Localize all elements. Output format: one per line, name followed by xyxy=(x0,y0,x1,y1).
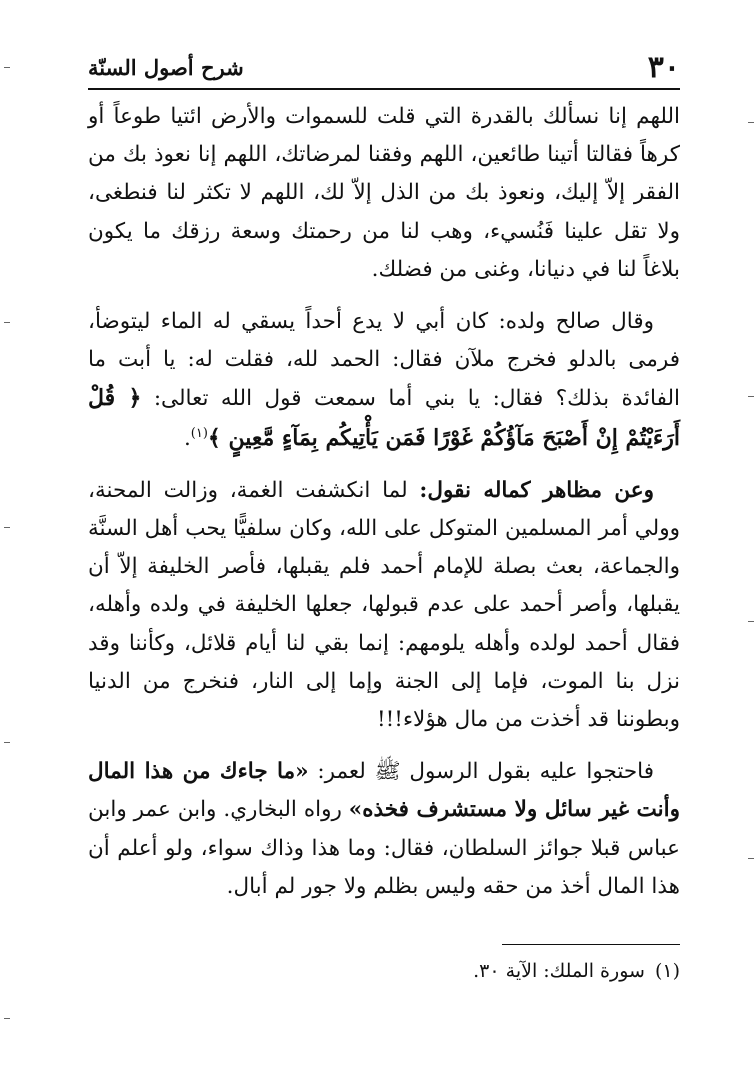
margin-tick xyxy=(748,396,754,397)
footnote-number: (١) xyxy=(654,960,680,982)
paragraph-argument xyxy=(88,753,680,906)
quran-verse: ﴿ قُلْ أَرَءَيْتُمْ إِنْ أَصْبَحَ مَآؤُكُمْ غَوْرًا فَمَن يَأْتِيكُم بِمَآءٍ مَّعِينٍ ﴾ xyxy=(88,385,680,451)
page-header xyxy=(88,48,680,86)
paragraph-supplication xyxy=(88,98,680,289)
paragraph-text: رواه البخاري. وابن عمر وابن عباس قبلا جوائز السلطان، فقال: وما هذا وذاك سواء، ولو أعلم أن هذا المال أخذ من حقه وليس بظلم ولا جور لم أبال. xyxy=(88,797,680,899)
paragraph-text: وقال صالح ولده: كان أبي لا يدع أحداً يسقي له الماء ليتوضأ، فرمى بالدلو فخرج ملآن فقال: الحمد لله، فقلت له: يا أبت ما الفائدة بذلك؟ فقال: يا بني أما سمعت قول الله تعالى: xyxy=(88,309,680,412)
page-number: ٣٠ xyxy=(647,49,680,85)
footnote-separator xyxy=(502,944,680,945)
header-rule xyxy=(88,88,680,90)
footnote xyxy=(88,956,680,986)
margin-tick xyxy=(4,742,10,743)
margin-tick xyxy=(4,67,10,68)
margin-tick xyxy=(748,122,754,123)
paragraph-text: لما انكشفت الغمة، وزالت المحنة، وولي أمر المسلمين المتوكل على الله، وكان سلفيًّا يحب أهل السنَّة والجماعة، بعث بصلة للإمام أحمد فلم يقبلها، فأصر الخليفة إلاّ أن يقبلها، وأصر أحمد على عدم قبولها، جعلها الخليفة في ولده وأهله، فقال أحمد لولده وأهله يلومهم: إنما بقي لنا أيام قلائل، وكأننا وقد نزل بنا الموت، فإما إلى الجنة وإما إلى النار، فنخرج من الدنيا وبطوننا قد أخذت من مال هؤلاء!!! xyxy=(88,477,680,733)
paragraph-text: اللهم إنا نسألك بالقدرة التي قلت للسموات والأرض ائتيا طوعاً أو كرهاً فقالتا أتينا طائعين، اللهم وفقنا لمرضاتك، اللهم إنا نعوذ بك من الفقر إلاّ إليك، ونعوذ بك من الذل إلاّ لك، اللهم لا تكثر لنا فنطغى، ولا تقل علينا فَنُسيء، وهب لنا من رحمتك وسعة رزقك ما يكون بلاغاً لنا في دنيانا، وغنى من فضلك. xyxy=(88,104,680,282)
body-text xyxy=(88,98,680,920)
hadith-quote: «ما جاءك من هذا المال وأنت غير سائل ولا مستشرف فخذه» xyxy=(88,759,680,823)
margin-tick xyxy=(4,527,10,528)
margin-tick xyxy=(4,322,10,323)
footnote-text: سورة الملك: الآية ٣٠. xyxy=(473,960,645,982)
paragraph-text: . xyxy=(183,425,191,451)
paragraph-perfection xyxy=(88,472,680,739)
paragraph-salih-narration xyxy=(88,303,680,458)
margin-tick xyxy=(748,621,754,622)
margin-tick xyxy=(748,858,754,859)
paragraph-lead-heading: وعن مظاهر كماله نقول: xyxy=(419,477,654,503)
footnote-reference[interactable]: (١) xyxy=(190,425,208,441)
paragraph-text: فاحتجوا عليه بقول الرسول ﷺ لعمر: xyxy=(308,759,654,785)
running-title: شرح أصول السنّة xyxy=(88,54,244,80)
margin-tick xyxy=(4,1018,10,1019)
